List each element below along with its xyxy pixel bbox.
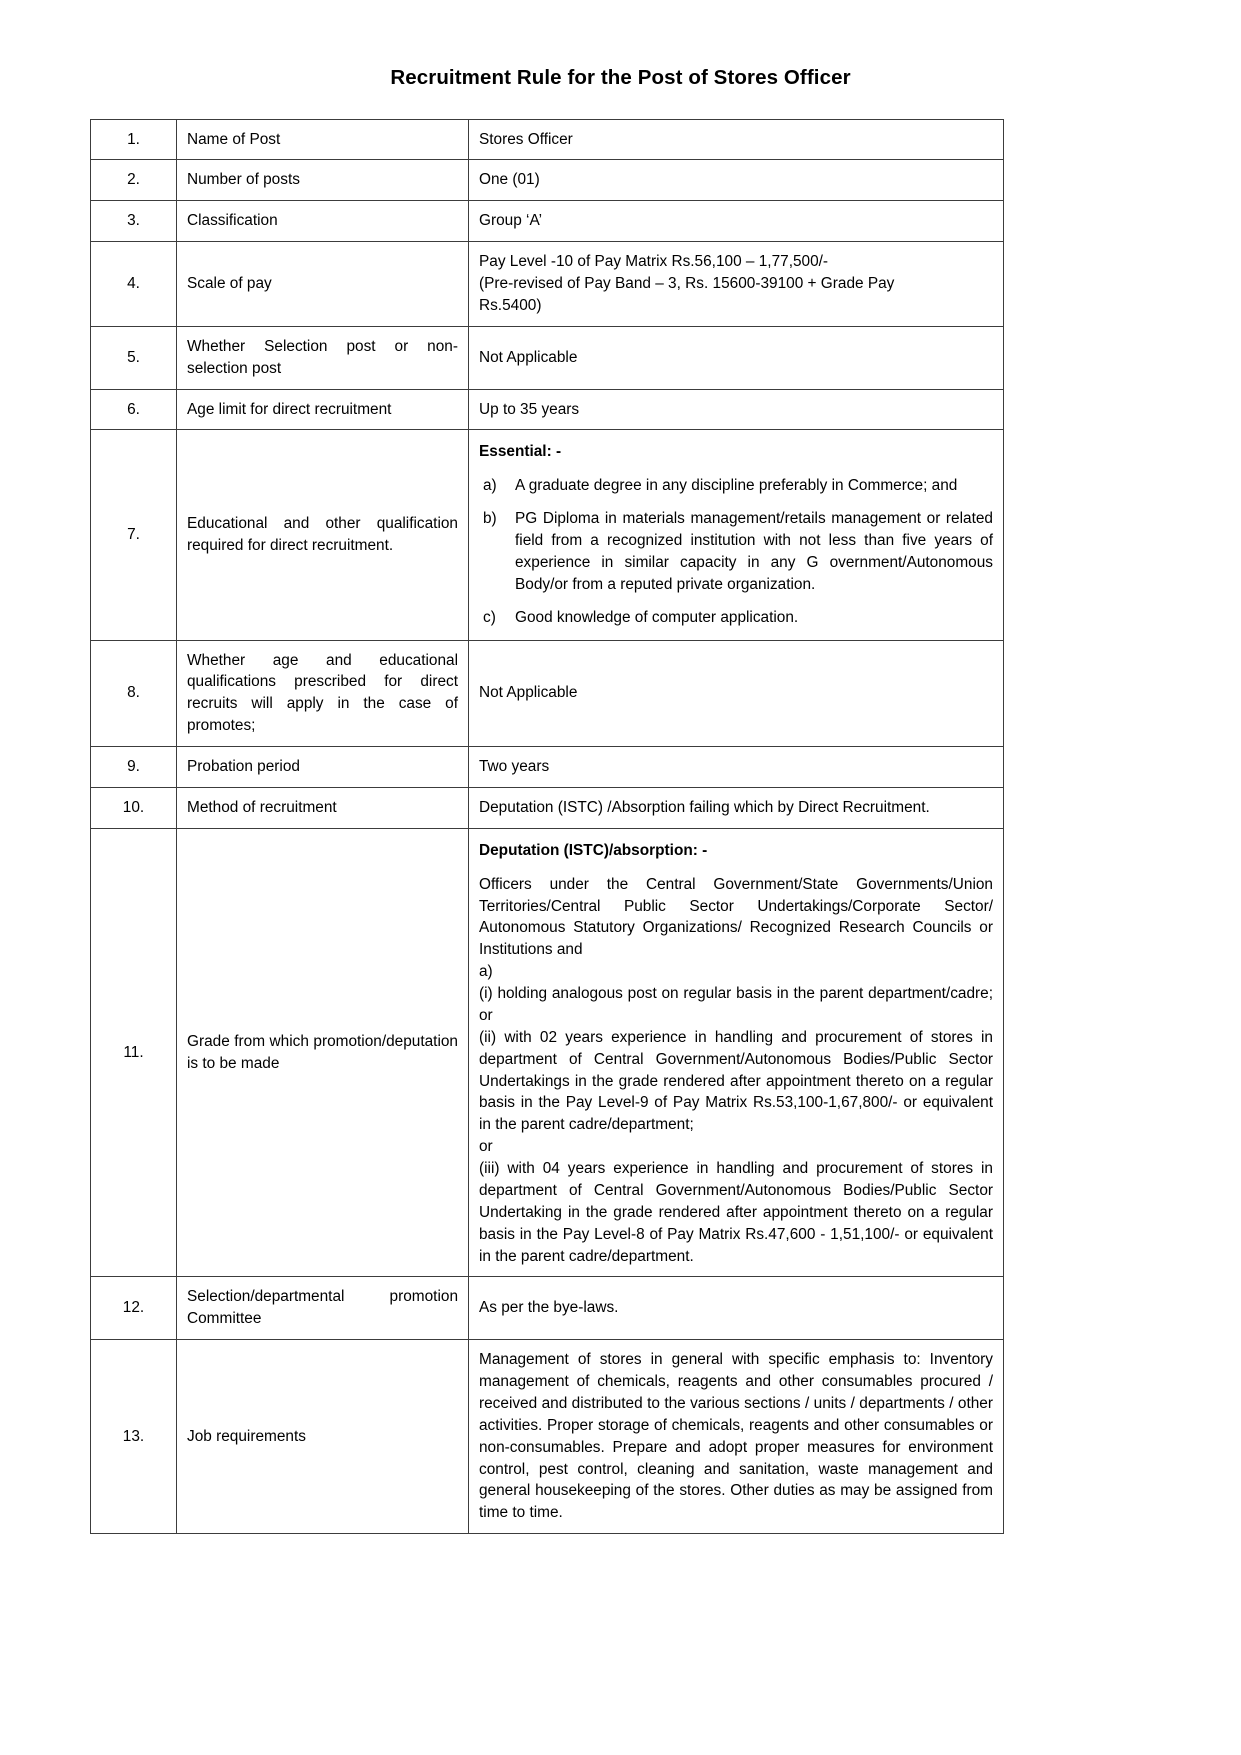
table-row — [91, 160, 1004, 201]
row-label: Selection/departmental promotion Committee — [177, 1277, 469, 1340]
scale-of-pay-lines — [479, 251, 993, 317]
list-marker: b) — [483, 510, 497, 528]
deputation-clause-ii: (ii) with 02 years experience in handling and procurement of stores in department of Central Government/Autonomous Bodies/Public Sector Undertakings in the grade rendered after appointment thereto on a regular basis in the Pay Level-9 of Pay Matrix Rs.53,100-1,67,800/- or equivalent in the parent cadre/department; — [479, 1028, 993, 1134]
scale-of-pay-line-1: Pay Level -10 of Pay Matrix Rs.56,100 – 1,77,500/- — [479, 253, 829, 271]
list-marker: a) — [483, 477, 497, 495]
row-value — [469, 430, 1004, 640]
table-row — [91, 787, 1004, 828]
table-row — [91, 119, 1004, 160]
scale-of-pay-line-3: Rs.5400) — [479, 296, 542, 314]
row-value: Management of stores in general with specific emphasis to: Inventory management of chemicals, reagents and other consumables procured / received and distributed to the various sections / units / departments / other activities. Proper storage of chemicals, reagents and other consumables or non-consumables. Prepare and adopt proper measures for environment control, pest control, cleaning and sanitation, waste management and general housekeeping of the stores. Other duties as may be assigned from time to time. — [469, 1340, 1004, 1534]
table-row — [91, 1277, 1004, 1340]
row-value: One (01) — [469, 160, 1004, 201]
deputation-conjunction-or: or — [479, 1138, 493, 1156]
table-row — [91, 1340, 1004, 1534]
recruitment-rule-table — [90, 119, 1004, 1535]
table-row — [91, 747, 1004, 788]
row-label: Educational and other qualification required for direct recruitment. — [177, 430, 469, 640]
list-marker: c) — [483, 608, 496, 626]
list-text: A graduate degree in any discipline preferably in Commerce; and — [515, 477, 958, 495]
table-row — [91, 430, 1004, 640]
deputation-heading: Deputation (ISTC)/absorption: - — [479, 841, 708, 859]
row-value: As per the bye-laws. — [469, 1277, 1004, 1340]
row-number: 13. — [91, 1340, 177, 1534]
row-label: Whether Selection post or non-selection post — [177, 326, 469, 389]
row-number: 1. — [91, 119, 177, 160]
row-number: 10. — [91, 787, 177, 828]
row-value — [469, 828, 1004, 1277]
row-label: Probation period — [177, 747, 469, 788]
deputation-clause-a: a) — [479, 963, 493, 981]
list-item — [479, 607, 993, 629]
row-label: Number of posts — [177, 160, 469, 201]
table-row — [91, 389, 1004, 430]
scale-of-pay-line-2: (Pre-revised of Pay Band – 3, Rs. 15600-39100 + Grade Pay — [479, 275, 895, 293]
row-value: Up to 35 years — [469, 389, 1004, 430]
row-number: 3. — [91, 201, 177, 242]
row-number: 4. — [91, 242, 177, 327]
row-value: Stores Officer — [469, 119, 1004, 160]
page-title: Recruitment Rule for the Post of Stores Officer — [390, 66, 851, 89]
row-label: Grade from which promotion/deputation is to be made — [177, 828, 469, 1277]
row-number: 7. — [91, 430, 177, 640]
row-label: Whether age and educational qualifications prescribed for direct recruits will apply in the case of promotes; — [177, 640, 469, 747]
row-value — [469, 242, 1004, 327]
row-number: 9. — [91, 747, 177, 788]
table-row — [91, 640, 1004, 747]
row-value: Group ‘A’ — [469, 201, 1004, 242]
deputation-clause-i: (i) holding analogous post on regular basis in the parent department/cadre; or — [479, 985, 993, 1024]
list-text: Good knowledge of computer application. — [515, 608, 799, 626]
row-number: 8. — [91, 640, 177, 747]
row-label: Method of recruitment — [177, 787, 469, 828]
row-number: 12. — [91, 1277, 177, 1340]
row-value: Deputation (ISTC) /Absorption failing which by Direct Recruitment. — [469, 787, 1004, 828]
row-number: 5. — [91, 326, 177, 389]
table-row — [91, 828, 1004, 1277]
row-number: 2. — [91, 160, 177, 201]
list-text: PG Diploma in materials management/retails management or related field from a recognized institution with not less than five years of experience in similar capacity in any G overnment/Autonomous Body/or from a reputed private organization. — [515, 510, 993, 593]
essential-heading: Essential: - — [479, 443, 562, 461]
row-number: 6. — [91, 389, 177, 430]
row-number: 11. — [91, 828, 177, 1277]
row-value: Not Applicable — [469, 326, 1004, 389]
row-value: Two years — [469, 747, 1004, 788]
row-label: Job requirements — [177, 1340, 469, 1534]
row-value: Not Applicable — [469, 640, 1004, 747]
deputation-intro: Officers under the Central Government/State Governments/Union Territories/Central Public Sector Undertakings/Corporate Sector/ Autonomous Statutory Organizations/ Recognized Research Councils or Institutions and — [479, 875, 993, 959]
deputation-clause-iii: (iii) with 04 years experience in handling and procurement of stores in department of Central Government/Autonomous Bodies/Public Sector Undertaking in the grade rendered after appointment thereto on a regular basis in the Pay Level-8 of Pay Matrix Rs.47,600 - 1,51,100/- or equivalent in the parent cadre/department. — [479, 1160, 993, 1265]
table-row — [91, 201, 1004, 242]
list-item — [479, 475, 993, 497]
table-row — [91, 326, 1004, 389]
row-label: Name of Post — [177, 119, 469, 160]
table-row — [91, 242, 1004, 327]
row-label: Classification — [177, 201, 469, 242]
row-label: Age limit for direct recruitment — [177, 389, 469, 430]
row-label: Scale of pay — [177, 242, 469, 327]
qualification-list — [479, 475, 993, 628]
list-item — [479, 508, 993, 596]
